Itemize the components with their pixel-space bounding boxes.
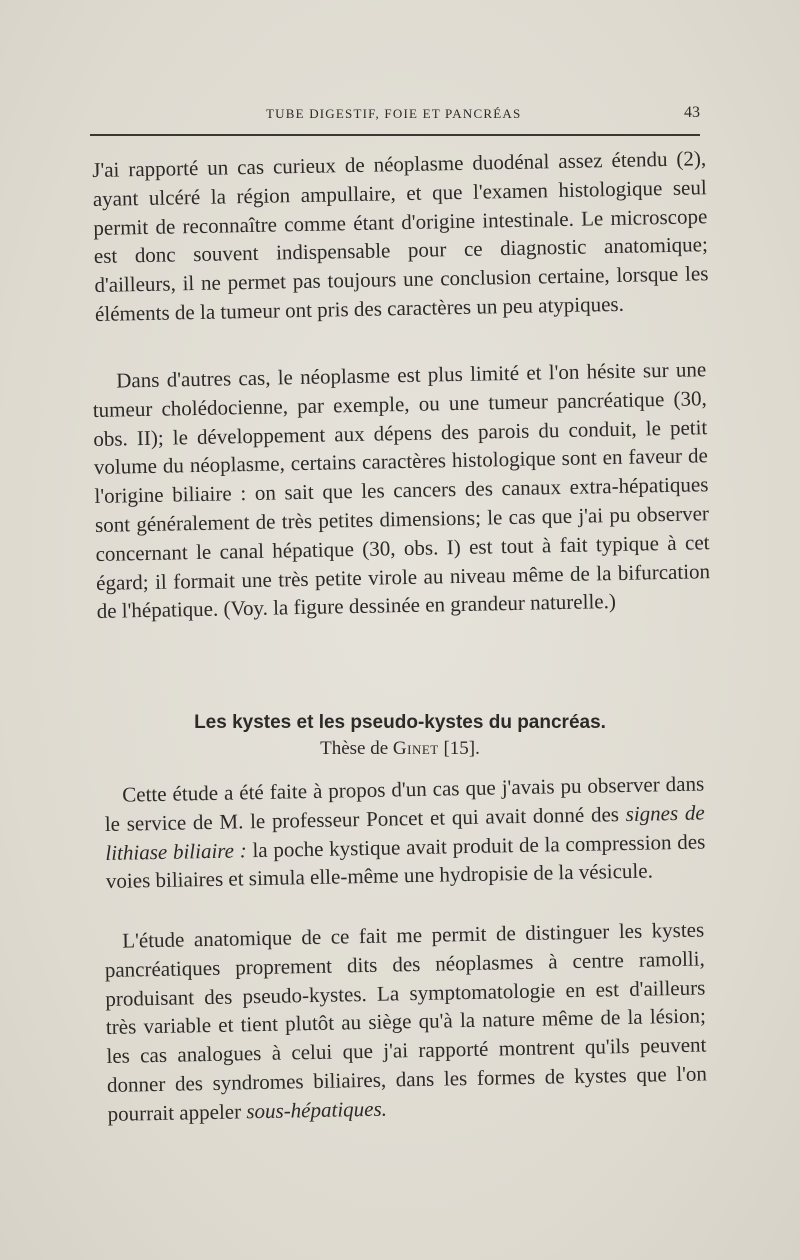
paragraph-4-text-a: L'étude anatomique de ce fait me permit de distinguer les kystes pancréatiques proprement dits des néoplasmes à centre ramolli, produisant des pseudo-kystes. La symptomatologie en est d'ailleurs très variable et tient plutôt au siège qu'à la nature même de la lésion; les cas analogues à celui que j'ai rapporté montrent qu'ils peuvent donner des syndromes biliaires, dans les formes de kystes que l'on pourrait appeler <box>104 917 708 1126</box>
paragraph-4 <box>104 915 708 1128</box>
paragraph-3-text-a: Cette étude a été faite à propos d'un cas que j'avais pu observer dans le service de M. le professeur Poncet et qui avait donné des <box>104 771 705 836</box>
section-title: Les kystes et les pseudo-kystes du pancréas. <box>194 712 606 733</box>
header-rule <box>90 134 700 136</box>
running-head <box>90 104 710 126</box>
thesis-prefix: Thèse de <box>320 738 393 759</box>
thesis-author: Ginet <box>392 738 439 759</box>
page-number: 43 <box>684 104 700 121</box>
running-title: TUBE DIGESTIF, FOIE ET PANCRÉAS <box>266 106 522 121</box>
paragraph-3 <box>104 769 706 896</box>
paragraph-3-text-b: la poche kystique avait produit de la compression des voies biliaires et simula elle-même une hydropisie de la vésicule. <box>105 829 706 894</box>
thesis-ref: [15]. <box>438 738 480 759</box>
paragraph-3-emphasis: signes de lithiase biliaire : <box>105 800 705 865</box>
paragraph-4-emphasis: sous-hépatiques. <box>246 1096 388 1124</box>
thesis-reference <box>90 738 710 760</box>
paragraph-2: Dans d'autres cas, le néoplasme est plus limité et l'on hésite sur une tumeur cholédocienne, par exemple, ou une tumeur pancréatique (30, obs. II); le développement aux dépens des parois du conduit, le petit volume du néoplasme, certains caractères histologique sont en faveur de l'origine biliaire : on sait que les cancers des canaux extra-hépatiques sont généralement de très petites dimensions; le cas que j'ai pu observer concernant le canal hépatique (30, obs. I) est tout à fait typique à cet égard; il formait une très petite virole au niveau même de la bifurcation de l'hépatique. (Voy. la figure dessinée en grandeur naturelle.) <box>92 357 711 624</box>
paragraph-1: J'ai rapporté un cas curieux de néoplasme duodénal assez étendu (2), ayant ulcéré la région ampullaire, et que l'examen histologique seul permit de reconnaître comme étant d'origine intestinale. Le microscope est donc souvent indispensable pour ce diagnostic anatomique; d'ailleurs, il ne permet pas toujours une conclusion certaine, lorsque les éléments de la tumeur ont pris des caractères un peu atypiques. <box>92 146 709 326</box>
